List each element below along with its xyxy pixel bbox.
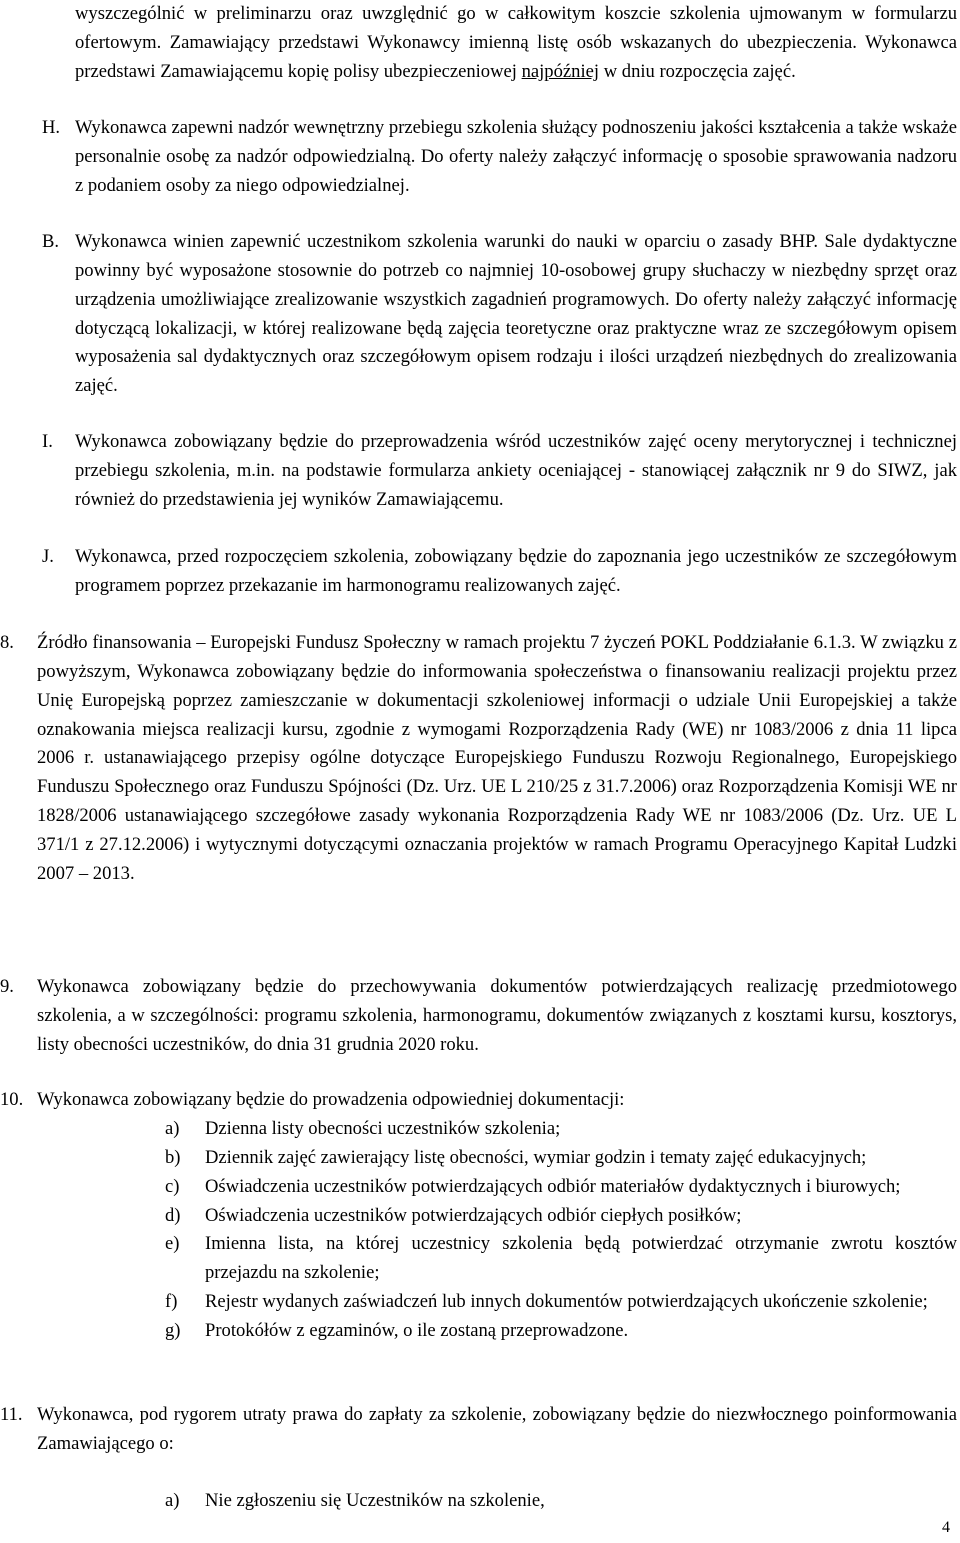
sublist-item-b <box>165 1144 957 1173</box>
section-11 <box>0 1401 957 1459</box>
sublist-item-g <box>165 1317 957 1346</box>
sub-text: Oświadczenia uczestników potwierdzających odbiór ciepłych posiłków; <box>205 1204 742 1226</box>
sub-text: Nie zgłoszeniu się Uczestników na szkolenie, <box>205 1490 545 1511</box>
sub-text: Rejestr wydanych zaświadczeń lub innych dokumentów potwierdzających ukończenie szkolenie; <box>205 1291 928 1313</box>
sub-marker: a) <box>165 1118 180 1139</box>
sub-marker: e) <box>165 1233 180 1255</box>
sub-marker: g) <box>165 1319 181 1341</box>
sub-marker: a) <box>165 1490 180 1511</box>
list-item-j <box>0 543 957 601</box>
section-number: 8. <box>0 632 14 653</box>
page-number: 4 <box>942 1519 950 1536</box>
section-text: Wykonawca zobowiązany będzie do przechowywania dokumentów potwierdzających realizację przedmiotowego szkolenia, a w szczególności: programu szkolenia, harmonogramu, dokumentów związanych z kosztami kursu, kosztorys, listy obecności uczestników, do dnia 31 grudnia 2020 roku. <box>37 976 957 1055</box>
intro-paragraph <box>75 0 957 87</box>
list-item-b <box>0 228 957 401</box>
sub-text: Protokółów z egzaminów, o ile zostaną przeprowadzone. <box>205 1319 629 1341</box>
intro-text-end: w dniu rozpoczęcia zajęć. <box>599 60 796 82</box>
item-marker: H. <box>42 117 61 138</box>
sub-marker: d) <box>165 1204 181 1226</box>
sub-text: Imienna lista, na której uczestnicy szkolenia będą potwierdzać otrzymanie zwrotu kosztów przejazdu na szkolenie; <box>205 1233 957 1284</box>
underlined-word: najpóźniej <box>521 60 600 82</box>
section-number: 10. <box>0 1089 24 1110</box>
section-9 <box>0 973 957 1060</box>
item-marker: B. <box>42 231 60 252</box>
sublist-item-a <box>165 1487 957 1516</box>
sublist-item-d <box>165 1202 957 1231</box>
item-text: Wykonawca, przed rozpoczęciem szkolenia, zobowiązany będzie do zapoznania jego uczestników ze szczegółowym programem poprzez przekazanie im harmonogramu realizowanych zajęć. <box>75 546 957 596</box>
sublist-item-a <box>165 1115 957 1144</box>
section-text: Wykonawca, pod rygorem utraty prawa do zapłaty za szkolenie, zobowiązany będzie do niezwłocznego poinformowania Zamawiającego o: <box>37 1404 957 1454</box>
item-marker: J. <box>42 546 54 567</box>
section-number: 11. <box>0 1404 23 1425</box>
list-item-i <box>0 428 957 515</box>
section-number: 9. <box>0 976 14 997</box>
list-item-h <box>0 114 957 201</box>
sub-marker: c) <box>165 1175 180 1197</box>
sub-text: Dzienna listy obecności uczestników szkolenia; <box>205 1118 561 1139</box>
section-10-sublist <box>165 1115 957 1346</box>
sublist-item-f <box>165 1288 957 1317</box>
item-text: Wykonawca winien zapewnić uczestnikom szkolenia warunki do nauki w oparciu o zasady BHP. Sale dydaktyczne powinny być wyposażone stosownie do potrzeb co najmniej 10-osobowej grupy słuchaczy w niezbędny sprzęt oraz urządzenia umożliwiające zrealizowanie wszystkich zagadnień programowych. Do oferty należy załączyć informację dotyczącą lokalizacji, w której realizowane będą zajęcia teoretyczne oraz praktyczne wraz ze szczegółowym opisem wyposażenia sal dydaktycznych oraz szczegółowym opisem rodzaju i ilości urządzeń niezbędnych do zrealizowania zajęć. <box>75 231 957 397</box>
item-marker: I. <box>42 431 53 452</box>
intro-text-start: wyszczególnić w preliminarzu oraz uwzględnić go w całkowitym koszcie szkolenia ujmowanym w formularzu ofertowym. Zamawiający przedstawi Wykonawcy imienną listę osób wskazanych do ubezpieczenia. Wykonawca przedstawi Zamawiającemu kopię polisy ubezpieczeniowej <box>75 3 957 82</box>
section-8 <box>0 629 957 889</box>
sublist-item-c <box>165 1173 957 1202</box>
section-10 <box>0 1086 957 1115</box>
sublist-item-e <box>165 1230 957 1288</box>
section-text: Źródło finansowania – Europejski Fundusz Społeczny w ramach projektu 7 życzeń POKL Poddziałanie 6.1.3. W związku z powyższym, Wykonawca zobowiązany będzie do informowania społeczeństwa o finansowaniu realizacji projektu przez Unię Europejską poprzez zamieszczanie w dokumentacji szkoleniowej informacji o udziale Unii Europejskiej a także oznakowania miejsca realizacji kursu, zgodnie z wymogami Rozporządzenia Rady (WE) nr 1083/2006 z dnia 11 lipca 2006 r. ustanawiającego przepisy ogólne dotyczące Europejskiego Funduszu Rozwoju Regionalnego, Europejskiego Funduszu Społecznego oraz Funduszu Spójności (Dz. Urz. UE L 210/25 z 31.7.2006) oraz Rozporządzenia Komisji WE nr 1828/2006 ustanawiającego szczegółowe zasady wykonania Rozporządzenia Rady WE nr 1083/2006 (Dz. Urz. UE L 371/1 z 27.12.2006) i wytycznymi dotyczącymi oznaczania projektów w ramach Programu Operacyjnego Kapitał Ludzki 2007 – 2013. <box>37 632 957 884</box>
section-text: Wykonawca zobowiązany będzie do prowadzenia odpowiedniej dokumentacji: <box>37 1089 625 1110</box>
item-text: Wykonawca zobowiązany będzie do przeprowadzenia wśród uczestników zajęć oceny merytorycznej i technicznej przebiegu szkolenia, m.in. na podstawie formularza ankiety oceniającej - stanowiącej załącznik nr 9 do SIWZ, jak również do przedstawienia jej wyników Zamawiającemu. <box>75 431 957 510</box>
item-text: Wykonawca zapewni nadzór wewnętrzny przebiegu szkolenia służący podnoszeniu jakości kształcenia a także wskaże personalnie osobę za nadzór odpowiedzialną. Do oferty należy załączyć informację o sposobie sprawowania nadzoru z podaniem osoby za niego odpowiedzialnej. <box>75 117 957 196</box>
sub-marker: f) <box>165 1291 178 1313</box>
sub-text: Oświadczenia uczestników potwierdzających odbiór materiałów dydaktycznych i biurowych; <box>205 1175 901 1197</box>
section-11-sublist <box>165 1487 957 1516</box>
sub-text: Dziennik zajęć zawierający listę obecności, wymiar godzin i tematy zajęć edukacyjnych; <box>205 1146 867 1168</box>
sub-marker: b) <box>165 1146 181 1168</box>
